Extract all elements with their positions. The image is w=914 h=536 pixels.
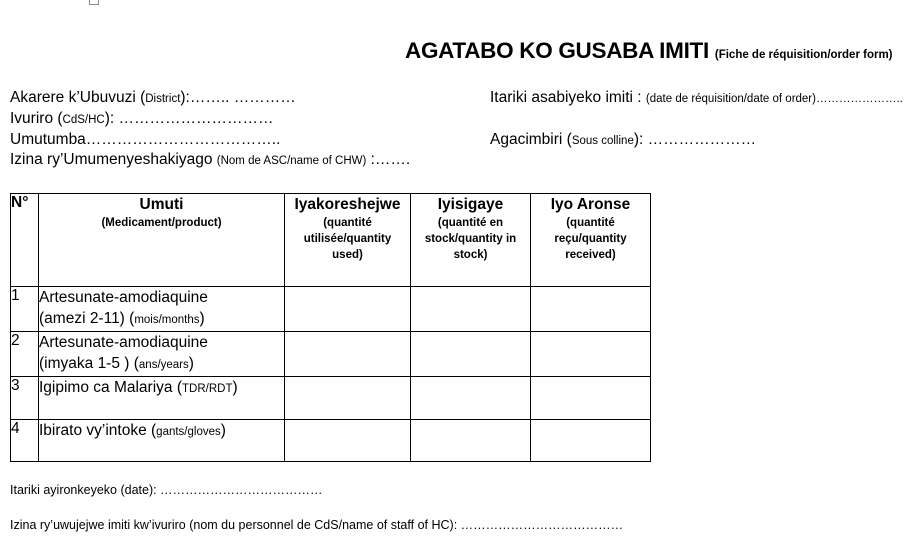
form-title-sub: (Fiche de réquisition/order form) (714, 49, 893, 61)
cell-quantity-stock[interactable] (411, 377, 531, 420)
row-product (39, 287, 285, 332)
column-header-used-main: Iyakoreshejwe (294, 196, 401, 213)
column-header-used (285, 194, 411, 287)
umutumba-label: Umutumba……………………………….. (10, 131, 281, 148)
row-product-hint: gants/gloves (156, 426, 221, 438)
health-center-blank: ): ………………………… (104, 110, 274, 127)
row-product (39, 420, 285, 462)
table-row (11, 377, 651, 420)
umutumba-field (10, 131, 280, 149)
row-product-tail: ) (199, 310, 205, 327)
row-product (39, 332, 285, 377)
row-number: 1 (11, 287, 39, 332)
table-row (11, 287, 651, 332)
chw-name-hint: (Nom de ASC/name of CHW) (216, 155, 367, 167)
requisition-table (10, 193, 651, 462)
district-label: Akarere k’Ubuvuzi ( (10, 89, 146, 106)
row-product-name: Ibirato vy’intoke ( (39, 422, 157, 439)
health-center-field (10, 110, 274, 128)
column-header-product-main: Umuti (139, 196, 184, 213)
received-date-line: Itariki ayironkeyeko (date): ………………………………… (10, 483, 323, 497)
order-date-field (490, 89, 903, 107)
row-product-line1: Artesunate-amodiaquine (39, 289, 208, 306)
cell-quantity-used[interactable] (285, 377, 411, 420)
corner-mark (89, 0, 99, 5)
row-product-hint: ans/years (138, 359, 189, 371)
column-header-product-sub: (Medicament/product) (101, 217, 222, 229)
row-product-line2 (39, 353, 284, 376)
cell-quantity-received[interactable] (531, 332, 651, 377)
cell-quantity-used[interactable] (285, 287, 411, 332)
row-product-tail: ) (220, 422, 226, 439)
staff-name-line: Izina ry’uwujejwe imiti kw’ivuriro (nom du personnel de CdS/name of staff of HC): ………………………………… (10, 518, 624, 532)
row-number: 3 (11, 377, 39, 420)
district-field (10, 89, 296, 107)
table-row (11, 420, 651, 462)
column-header-received-sub: (quantité reçu/quantity received) (554, 217, 627, 261)
chw-name-label: Izina ry’Umumenyeshakiyago (10, 151, 217, 168)
cell-quantity-stock[interactable] (411, 332, 531, 377)
form-title (405, 38, 893, 64)
row-product-name: Igipimo ca Malariya ( (39, 379, 182, 396)
sub-hill-label: Agacimbiri ( (490, 131, 572, 148)
row-product-tail: ) (232, 379, 238, 396)
row-product-line1 (39, 377, 284, 400)
health-center-label: Ivuriro ( (10, 110, 63, 127)
chw-name-field (10, 151, 410, 169)
order-date-label: Itariki asabiyeko imiti : (490, 89, 646, 106)
row-product-dose: (amezi 2-11) ( (39, 310, 135, 327)
sub-hill-blank: ): ………………… (633, 131, 757, 148)
sub-hill-field (490, 131, 756, 149)
order-date-hint: (date de réquisition/date of order)………………….. (645, 93, 903, 105)
cell-quantity-received[interactable] (531, 420, 651, 462)
table-row (11, 332, 651, 377)
column-header-number: N° (11, 194, 39, 287)
column-header-stock-main: Iyisigaye (437, 196, 504, 213)
row-product-line1: Artesunate-amodiaquine (39, 334, 208, 351)
sub-hill-hint: Sous colline (571, 135, 634, 147)
cell-quantity-used[interactable] (285, 420, 411, 462)
table-header-row (11, 194, 651, 287)
cell-quantity-received[interactable] (531, 287, 651, 332)
row-product-tail: ) (188, 355, 194, 372)
column-header-used-sub: (quantité utilisée/quantity used) (303, 217, 392, 261)
column-header-stock (411, 194, 531, 287)
column-header-product (39, 194, 285, 287)
row-number: 2 (11, 332, 39, 377)
district-blank: ):…….. ………… (180, 89, 296, 106)
cell-quantity-received[interactable] (531, 377, 651, 420)
column-header-stock-sub: (quantité en stock/quantity in stock) (424, 217, 517, 261)
column-header-received (531, 194, 651, 287)
cell-quantity-used[interactable] (285, 332, 411, 377)
row-product-line2 (39, 308, 284, 331)
district-hint: District (145, 93, 181, 105)
row-product-hint: TDR/RDT (182, 383, 233, 395)
row-product-dose: (imyaka 1-5 ) ( (39, 355, 139, 372)
row-product (39, 377, 285, 420)
cell-quantity-stock[interactable] (411, 287, 531, 332)
row-product-hint: mois/months (134, 314, 200, 326)
cell-quantity-stock[interactable] (411, 420, 531, 462)
form-title-main: AGATABO KO GUSABA IMITI (405, 38, 709, 63)
health-center-hint: CdS/HC (62, 114, 105, 126)
chw-name-blank: :……. (366, 151, 411, 168)
row-number: 4 (11, 420, 39, 462)
row-product-line1 (39, 420, 284, 443)
column-header-received-main: Iyo Aronse (550, 196, 631, 213)
